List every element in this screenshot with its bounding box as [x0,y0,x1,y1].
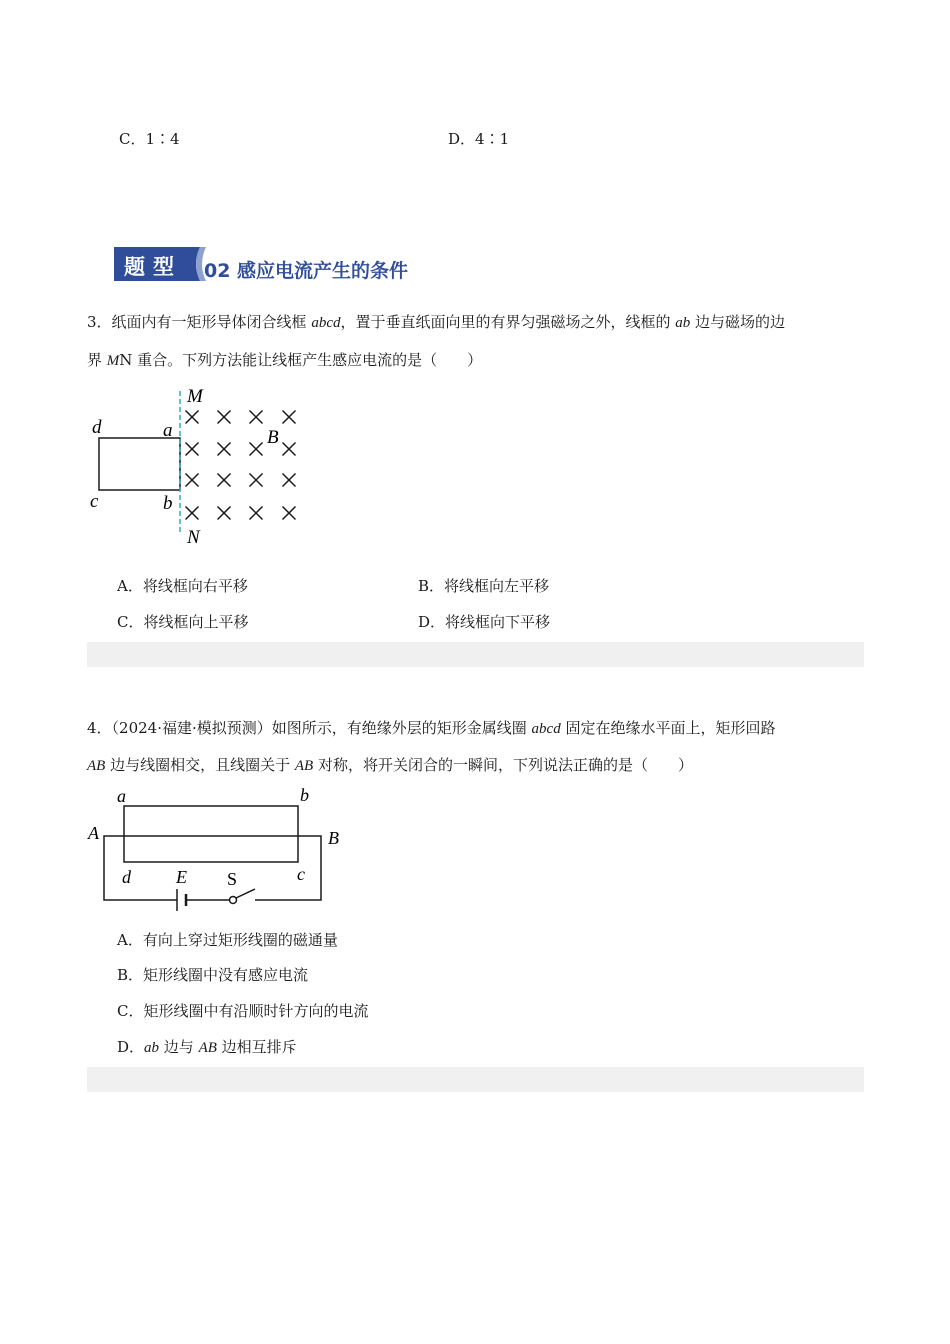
q4-var: AB [294,758,314,774]
label-c: c [297,864,305,884]
field-cross-icon [283,474,296,487]
field-cross-icon [186,411,199,424]
q4-stem-line2 [87,755,693,776]
q3-answer-bar[interactable] [87,642,864,667]
q3-option-d[interactable]: D．将线框向下平移 [418,613,551,631]
q3-text: 边与磁场的边 [690,313,786,331]
field-cross-icon [186,443,199,456]
q3-var: abcd [311,315,341,331]
q4-option-a[interactable]: A．有向上穿过矩形线圈的磁通量 [117,931,338,949]
circuit-wire [104,836,321,900]
switch-lever [236,889,255,898]
q4-text: 边与线圈相交，且线圈关于 [105,756,295,774]
label-M: M [187,386,203,407]
label-B: B [267,427,279,448]
q4-option-d-text: 边相互排斥 [216,1038,297,1056]
field-cross-icon [250,474,263,487]
q3-option-a[interactable]: A．将线框向右平移 [117,577,248,595]
label-B: B [328,828,339,848]
q4-option-d-text: 边与 [159,1038,199,1056]
label-c: c [90,491,99,512]
q4-figure [85,785,355,915]
option-c-prev: C．1∶4 [119,130,180,148]
field-cross-icon [283,507,296,520]
q3-figure [85,383,315,548]
q3-option-b[interactable]: B．将线框向左平移 [418,577,550,595]
field-cross-icon [186,507,199,520]
field-cross-icon [186,474,199,487]
switch-pivot [230,897,237,904]
q4-var: AB [198,1040,217,1056]
label-N: N [187,527,200,548]
q4-text: 4．（2024·福建·模拟预测）如图所示，有绝缘外层的矩形金属线圈 [87,719,532,737]
field-cross-icon [218,507,231,520]
field-cross-icon [250,443,263,456]
label-b: b [163,493,173,514]
label-a: a [117,786,126,806]
label-E: E [176,867,187,887]
q4-stem-line1 [87,718,775,739]
label-a: a [163,420,173,441]
wire-frame [99,438,180,490]
field-cross-icon [218,443,231,456]
label-d: d [122,867,131,887]
q3-stem-line2 [87,350,482,371]
label-d: d [92,417,102,438]
q4-text: 固定在绝缘水平面上，矩形回路 [560,719,776,737]
q4-var: abcd [531,721,561,737]
section-label-badge [114,245,206,283]
field-cross-icon [218,411,231,424]
coil-abcd [124,806,298,862]
q4-option-b[interactable]: B．矩形线圈中没有感应电流 [117,966,309,984]
q4-answer-bar[interactable] [87,1067,864,1092]
q3-text: 3．纸面内有一矩形导体闭合线框 [87,313,312,331]
field-crosses [186,411,296,520]
q4-text: 对称，将开关闭合的一瞬间，下列说法正确的是（ ） [313,756,693,774]
label-S: S [227,869,238,889]
q3-option-c[interactable]: C．将线框向上平移 [117,613,249,631]
q4-option-d[interactable] [117,1036,297,1057]
q3-text: 界 [87,351,107,369]
field-cross-icon [218,474,231,487]
q4-var: ab [144,1040,160,1056]
q4-var: AB [87,758,106,774]
section-title: 02 感应电流产生的条件 [204,260,409,282]
q3-var: ab [675,315,691,331]
q4-option-d-text: D． [117,1038,145,1056]
q3-var: M [106,353,120,369]
field-cross-icon [283,411,296,424]
q3-stem-line1 [87,312,785,333]
section-label-text: 题型 [124,255,182,279]
label-b: b [300,785,309,805]
field-cross-icon [250,507,263,520]
option-d-prev: D．4∶1 [448,130,510,148]
label-A: A [88,823,99,843]
q3-text: ，置于垂直纸面向里的有界匀强磁场之外，线框的 [340,313,676,331]
q4-option-c[interactable]: C．矩形线圈中有沿顺时针方向的电流 [117,1002,369,1020]
field-cross-icon [250,411,263,424]
field-cross-icon [283,443,296,456]
q3-text: N 重合。下列方法能让线框产生感应电流的是（ ） [119,351,483,369]
